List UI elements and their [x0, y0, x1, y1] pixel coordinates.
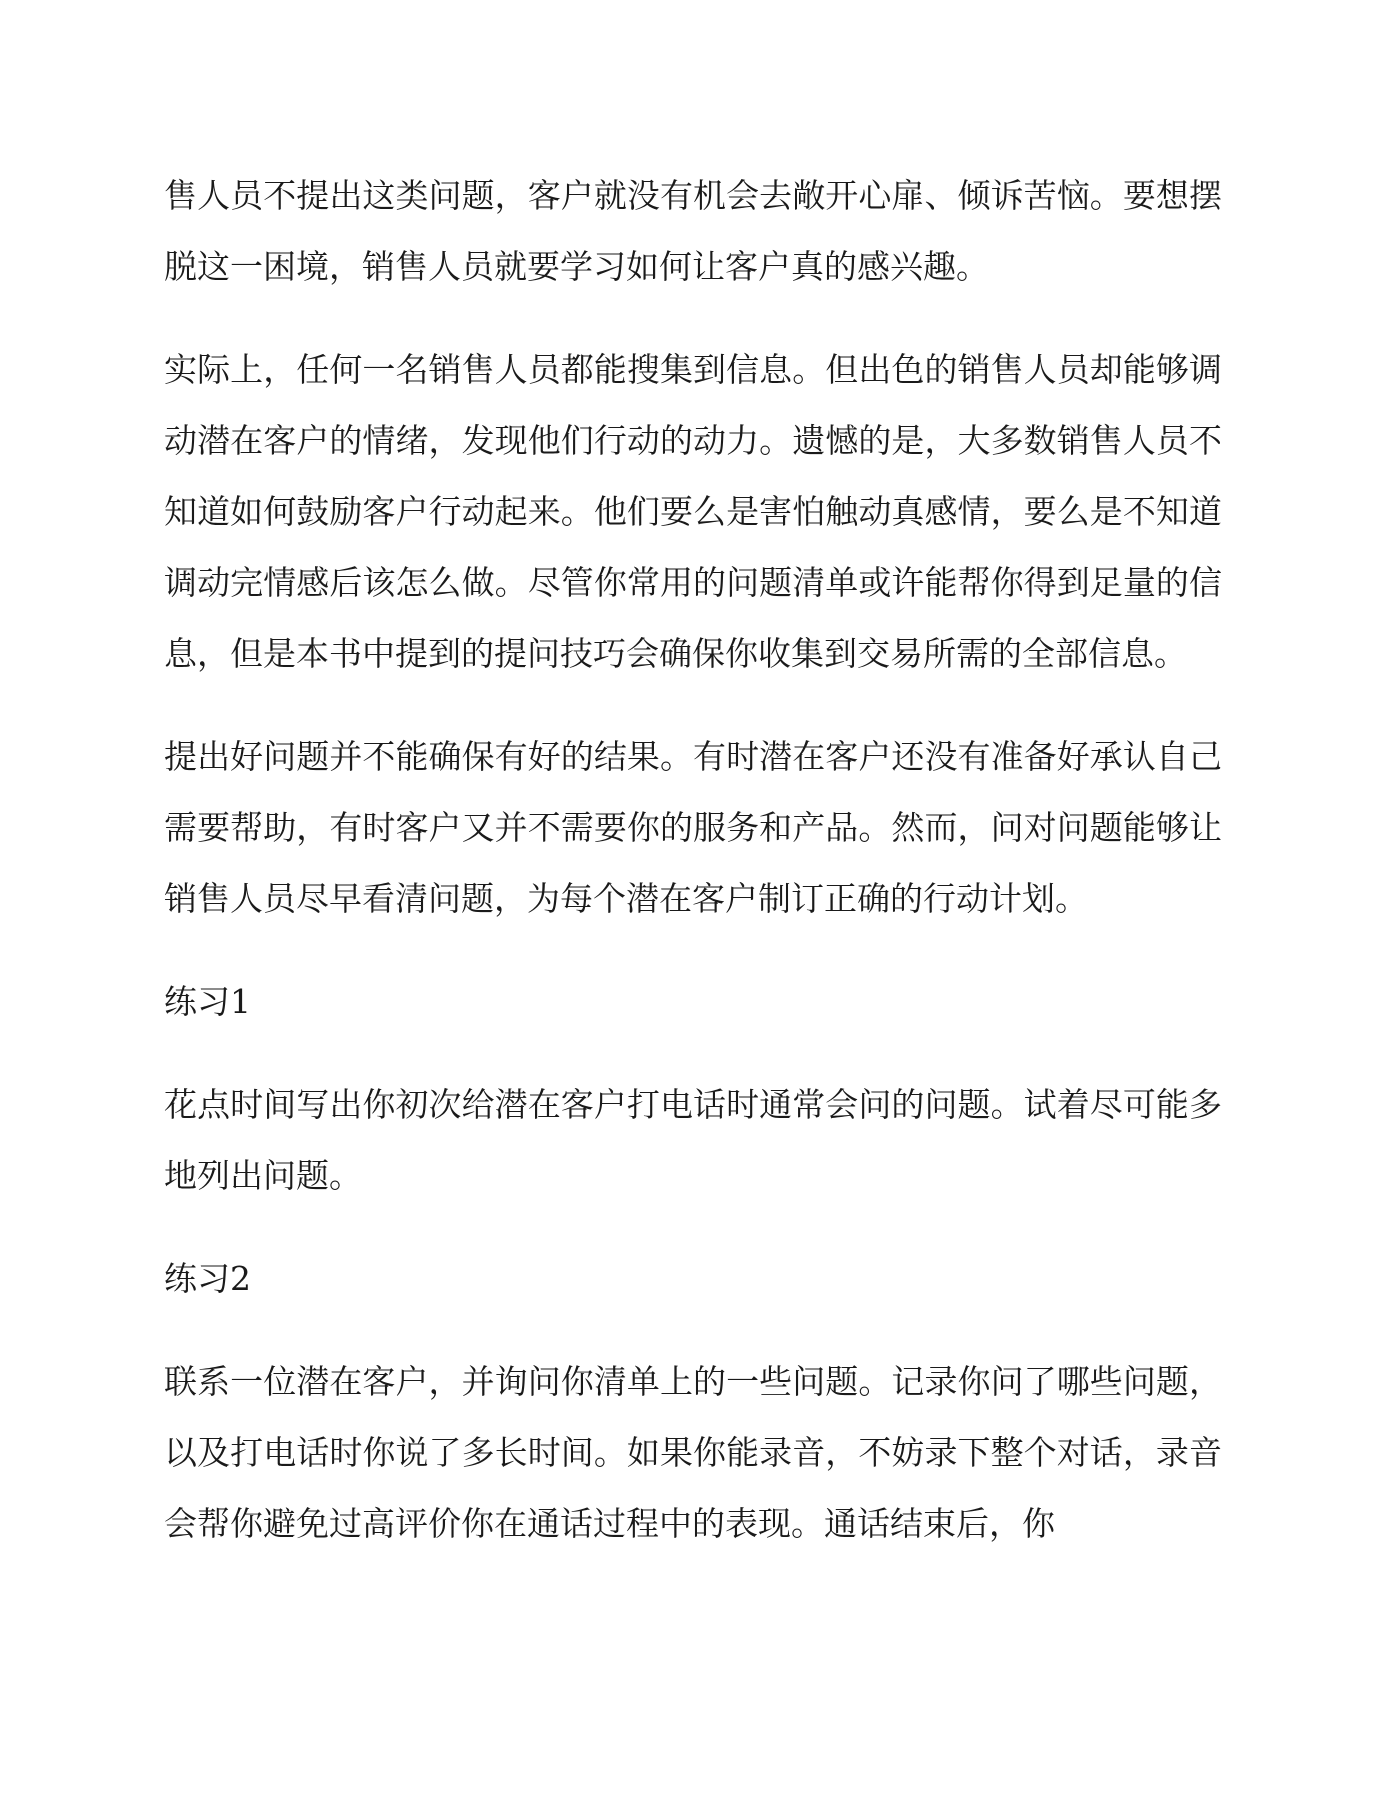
paragraph-3: 提出好问题并不能确保有好的结果。有时潜在客户还没有准备好承认自己需要帮助，有时客户又并不需要你的服务和产品。然而，问对问题能够让销售人员尽早看清问题，为每个潜在客户制订正确的行动计划。 [164, 737, 1222, 918]
exercise-2-heading: 练习2 [164, 1259, 251, 1298]
document-body [164, 160, 1222, 1559]
exercise-2-text: 联系一位潜在客户，并询问你清单上的一些问题。记录你问了哪些问题，以及打电话时你说了多长时间。如果你能录音，不妨录下整个对话，录音会帮你避免过高评价你在通话过程中的表现。通话结束后，你 [164, 1362, 1222, 1543]
paragraph-1: 售人员不提出这类问题，客户就没有机会去敞开心扉、倾诉苦恼。要想摆脱这一困境，销售人员就要学习如何让客户真的感兴趣。 [164, 176, 1222, 286]
exercise-1-text: 花点时间写出你初次给潜在客户打电话时通常会问的问题。试着尽可能多地列出问题。 [164, 1085, 1222, 1195]
exercise-1-heading: 练习1 [164, 982, 251, 1021]
paragraph-2: 实际上，任何一名销售人员都能搜集到信息。但出色的销售人员却能够调动潜在客户的情绪，发现他们行动的动力。遗憾的是，大多数销售人员不知道如何鼓励客户行动起来。他们要么是害怕触动真感情，要么是不知道调动完情感后该怎么做。尽管你常用的问题清单或许能帮你得到足量的信息，但是本书中提到的提问技巧会确保你收集到交易所需的全部信息。 [164, 350, 1222, 673]
